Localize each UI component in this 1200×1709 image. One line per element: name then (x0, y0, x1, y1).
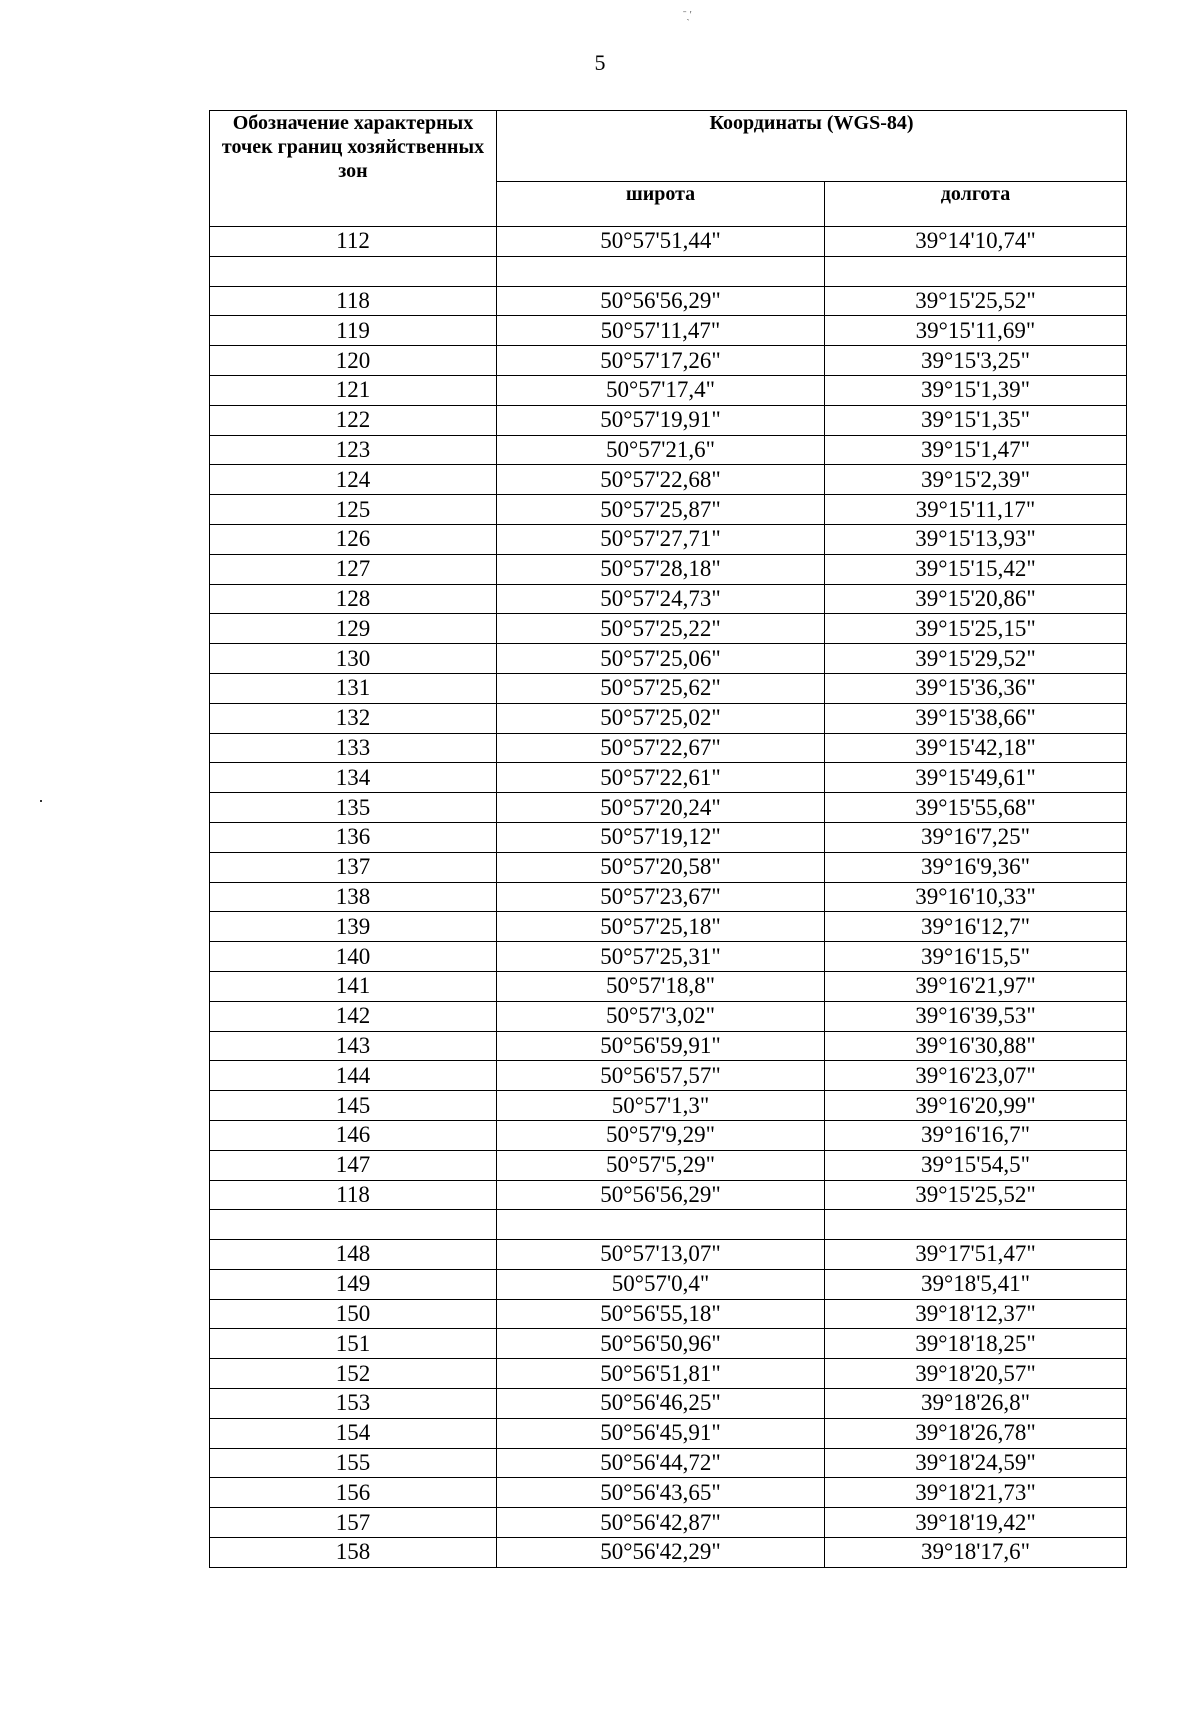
longitude-cell: 39°15'13,93" (825, 524, 1127, 554)
point-id-cell: 119 (210, 316, 497, 346)
longitude-cell: 39°16'39,53" (825, 1001, 1127, 1031)
point-id-cell: 128 (210, 584, 497, 614)
longitude-cell: 39°17'51,47" (825, 1240, 1127, 1270)
table-row (210, 942, 1127, 972)
latitude-cell: 50°57'9,29" (497, 1120, 825, 1150)
longitude-cell: 39°18'21,73" (825, 1478, 1127, 1508)
latitude-cell: 50°57'22,67" (497, 733, 825, 763)
header-latitude: широта (497, 182, 825, 227)
table-row (210, 375, 1127, 405)
table-row (210, 644, 1127, 674)
table-row (210, 763, 1127, 793)
latitude-cell: 50°57'17,4" (497, 375, 825, 405)
point-id-cell: 152 (210, 1359, 497, 1389)
latitude-cell: 50°57'27,71" (497, 524, 825, 554)
table-row (210, 1091, 1127, 1121)
point-id-cell: 123 (210, 435, 497, 465)
latitude-cell: 50°57'20,24" (497, 793, 825, 823)
table-row (210, 1001, 1127, 1031)
latitude-cell: 50°57'25,22" (497, 614, 825, 644)
latitude-cell: 50°56'42,87" (497, 1508, 825, 1538)
point-id-cell: 140 (210, 942, 497, 972)
longitude-cell: 39°18'26,8" (825, 1389, 1127, 1419)
point-id-cell: 131 (210, 673, 497, 703)
table-row (210, 852, 1127, 882)
point-id-cell: 142 (210, 1001, 497, 1031)
table-row (210, 316, 1127, 346)
point-id-cell: 122 (210, 405, 497, 435)
longitude-cell: 39°18'20,57" (825, 1359, 1127, 1389)
point-id-cell: 156 (210, 1478, 497, 1508)
longitude-cell: 39°18'17,6" (825, 1538, 1127, 1568)
point-id-cell: 149 (210, 1269, 497, 1299)
coordinates-table (209, 110, 1127, 1568)
latitude-cell: 50°57'28,18" (497, 554, 825, 584)
table-body (210, 227, 1127, 1568)
longitude-cell: 39°15'25,52" (825, 286, 1127, 316)
latitude-cell: 50°57'3,02" (497, 1001, 825, 1031)
table-row (210, 614, 1127, 644)
latitude-cell: 50°57'51,44" (497, 227, 825, 257)
longitude-cell: 39°15'42,18" (825, 733, 1127, 763)
latitude-cell: 50°57'25,06" (497, 644, 825, 674)
longitude-cell: 39°16'21,97" (825, 971, 1127, 1001)
table-row (210, 912, 1127, 942)
latitude-cell: 50°57'1,3" (497, 1091, 825, 1121)
table-row (210, 1508, 1127, 1538)
latitude-cell: 50°57'25,02" (497, 703, 825, 733)
table-row (210, 703, 1127, 733)
latitude-cell: 50°56'56,29" (497, 286, 825, 316)
longitude-cell: 39°16'30,88" (825, 1031, 1127, 1061)
point-id-cell: 141 (210, 971, 497, 1001)
longitude-cell: 39°16'16,7" (825, 1120, 1127, 1150)
longitude-cell: 39°15'20,86" (825, 584, 1127, 614)
point-id-cell: 120 (210, 346, 497, 376)
longitude-cell: 39°15'1,39" (825, 375, 1127, 405)
latitude-cell: 50°56'43,65" (497, 1478, 825, 1508)
latitude-cell: 50°57'13,07" (497, 1240, 825, 1270)
point-id-cell: 157 (210, 1508, 497, 1538)
latitude-cell: 50°57'19,12" (497, 822, 825, 852)
point-id-cell: 158 (210, 1538, 497, 1568)
point-id-cell: 148 (210, 1240, 497, 1270)
latitude-cell: 50°56'44,72" (497, 1448, 825, 1478)
table-row (210, 524, 1127, 554)
table-row (210, 1150, 1127, 1180)
longitude-cell: 39°18'12,37" (825, 1299, 1127, 1329)
table-row (210, 1478, 1127, 1508)
table-row (210, 1538, 1127, 1568)
table-row (210, 584, 1127, 614)
point-id-cell: 145 (210, 1091, 497, 1121)
point-id-cell: 139 (210, 912, 497, 942)
point-id-cell: 112 (210, 227, 497, 257)
table-row (210, 673, 1127, 703)
longitude-cell: 39°15'55,68" (825, 793, 1127, 823)
point-id-cell: 144 (210, 1061, 497, 1091)
table-row (210, 1061, 1127, 1091)
table-row (210, 1329, 1127, 1359)
point-id-cell: 153 (210, 1389, 497, 1419)
longitude-cell: 39°16'12,7" (825, 912, 1127, 942)
table-row (210, 1299, 1127, 1329)
point-id-cell (210, 1210, 497, 1240)
latitude-cell: 50°57'25,87" (497, 495, 825, 525)
table-row (210, 346, 1127, 376)
point-id-cell: 126 (210, 524, 497, 554)
table-row (210, 1359, 1127, 1389)
longitude-cell (825, 256, 1127, 286)
table-row (210, 971, 1127, 1001)
latitude-cell: 50°57'19,91" (497, 405, 825, 435)
longitude-cell (825, 1210, 1127, 1240)
longitude-cell: 39°15'29,52" (825, 644, 1127, 674)
point-id-cell: 143 (210, 1031, 497, 1061)
longitude-cell: 39°16'9,36" (825, 852, 1127, 882)
latitude-cell: 50°56'45,91" (497, 1418, 825, 1448)
longitude-cell: 39°15'3,25" (825, 346, 1127, 376)
longitude-cell: 39°15'11,17" (825, 495, 1127, 525)
longitude-cell: 39°16'15,5" (825, 942, 1127, 972)
point-id-cell: 138 (210, 882, 497, 912)
table-row (210, 1389, 1127, 1419)
latitude-cell: 50°57'21,6" (497, 435, 825, 465)
table-row (210, 465, 1127, 495)
header-coordinates: Координаты (WGS-84) (497, 111, 1127, 182)
latitude-cell: 50°57'0,4" (497, 1269, 825, 1299)
point-id-cell: 151 (210, 1329, 497, 1359)
page-number: 5 (594, 50, 606, 75)
latitude-cell: 50°56'56,29" (497, 1180, 825, 1210)
latitude-cell: 50°57'25,18" (497, 912, 825, 942)
longitude-cell: 39°15'1,35" (825, 405, 1127, 435)
longitude-cell: 39°18'26,78" (825, 1418, 1127, 1448)
point-id-cell: 155 (210, 1448, 497, 1478)
table-row (210, 495, 1127, 525)
point-id-cell: 125 (210, 495, 497, 525)
point-id-cell: 132 (210, 703, 497, 733)
scan-artifact-mark: ˉˎ′ (683, 10, 692, 21)
latitude-cell: 50°56'42,29" (497, 1538, 825, 1568)
latitude-cell: 50°57'25,31" (497, 942, 825, 972)
latitude-cell: 50°57'25,62" (497, 673, 825, 703)
latitude-cell: 50°57'5,29" (497, 1150, 825, 1180)
point-id-cell: 146 (210, 1120, 497, 1150)
point-id-cell: 124 (210, 465, 497, 495)
table-row (210, 1120, 1127, 1150)
latitude-cell: 50°56'59,91" (497, 1031, 825, 1061)
table-header (210, 111, 1127, 227)
table-row (210, 1210, 1127, 1240)
longitude-cell: 39°16'7,25" (825, 822, 1127, 852)
table-row (210, 733, 1127, 763)
point-id-cell: 133 (210, 733, 497, 763)
table-row (210, 882, 1127, 912)
latitude-cell: 50°57'17,26" (497, 346, 825, 376)
longitude-cell: 39°18'18,25" (825, 1329, 1127, 1359)
longitude-cell: 39°16'23,07" (825, 1061, 1127, 1091)
longitude-cell: 39°15'36,36" (825, 673, 1127, 703)
point-id-cell: 154 (210, 1418, 497, 1448)
table-row (210, 227, 1127, 257)
header-longitude: долгота (825, 182, 1127, 227)
table-row (210, 1269, 1127, 1299)
point-id-cell: 118 (210, 1180, 497, 1210)
point-id-cell: 136 (210, 822, 497, 852)
longitude-cell: 39°15'2,39" (825, 465, 1127, 495)
longitude-cell: 39°15'25,52" (825, 1180, 1127, 1210)
table-row (210, 435, 1127, 465)
latitude-cell: 50°57'23,67" (497, 882, 825, 912)
latitude-cell: 50°57'11,47" (497, 316, 825, 346)
table-row (210, 554, 1127, 584)
longitude-cell: 39°18'24,59" (825, 1448, 1127, 1478)
point-id-cell: 135 (210, 793, 497, 823)
longitude-cell: 39°15'11,69" (825, 316, 1127, 346)
point-id-cell: 134 (210, 763, 497, 793)
table-row (210, 1031, 1127, 1061)
point-id-cell: 129 (210, 614, 497, 644)
latitude-cell: 50°56'55,18" (497, 1299, 825, 1329)
point-id-cell: 121 (210, 375, 497, 405)
longitude-cell: 39°14'10,74" (825, 227, 1127, 257)
longitude-cell: 39°15'25,15" (825, 614, 1127, 644)
longitude-cell: 39°15'49,61" (825, 763, 1127, 793)
table-row (210, 286, 1127, 316)
table-row (210, 1240, 1127, 1270)
table-row (210, 1418, 1127, 1448)
point-id-cell: 137 (210, 852, 497, 882)
table-row (210, 405, 1127, 435)
table-row (210, 1448, 1127, 1478)
latitude-cell: 50°56'46,25" (497, 1389, 825, 1419)
point-id-cell: 150 (210, 1299, 497, 1329)
latitude-cell: 50°56'50,96" (497, 1329, 825, 1359)
longitude-cell: 39°15'15,42" (825, 554, 1127, 584)
point-id-cell: 127 (210, 554, 497, 584)
longitude-cell: 39°16'10,33" (825, 882, 1127, 912)
longitude-cell: 39°15'38,66" (825, 703, 1127, 733)
latitude-cell: 50°56'57,57" (497, 1061, 825, 1091)
header-designation: Обозначение характерных точек границ хозяйственных зон (210, 111, 497, 227)
longitude-cell: 39°18'19,42" (825, 1508, 1127, 1538)
table-row (210, 822, 1127, 852)
latitude-cell: 50°57'24,73" (497, 584, 825, 614)
longitude-cell: 39°15'1,47" (825, 435, 1127, 465)
longitude-cell: 39°18'5,41" (825, 1269, 1127, 1299)
latitude-cell (497, 1210, 825, 1240)
longitude-cell: 39°16'20,99" (825, 1091, 1127, 1121)
latitude-cell: 50°57'18,8" (497, 971, 825, 1001)
longitude-cell: 39°15'54,5" (825, 1150, 1127, 1180)
point-id-cell (210, 256, 497, 286)
table-row (210, 256, 1127, 286)
latitude-cell: 50°57'20,58" (497, 852, 825, 882)
point-id-cell: 130 (210, 644, 497, 674)
latitude-cell (497, 256, 825, 286)
point-id-cell: 147 (210, 1150, 497, 1180)
table-row (210, 793, 1127, 823)
table-row (210, 1180, 1127, 1210)
latitude-cell: 50°57'22,61" (497, 763, 825, 793)
latitude-cell: 50°56'51,81" (497, 1359, 825, 1389)
scan-artifact-dot (40, 800, 42, 802)
point-id-cell: 118 (210, 286, 497, 316)
latitude-cell: 50°57'22,68" (497, 465, 825, 495)
